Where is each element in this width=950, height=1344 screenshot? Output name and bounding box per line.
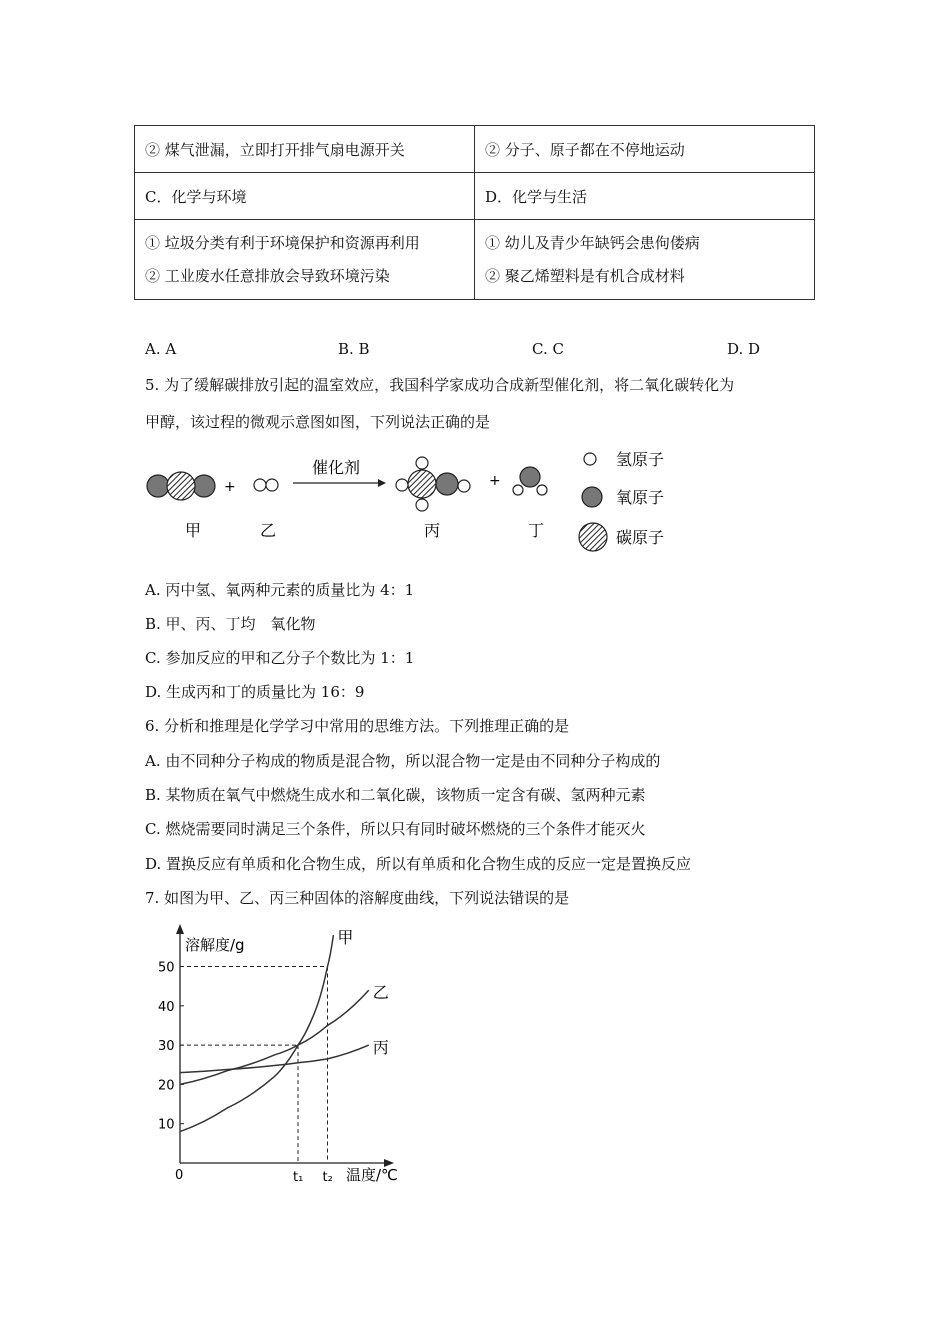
- solubility-chart: [150, 920, 420, 1190]
- q6-option-a: A. 由不同种分子构成的物质是混合物，所以混合物一定是由不同种分子构成的: [145, 752, 661, 770]
- plus-sign: +: [224, 479, 236, 495]
- question-7-stem: 7. 如图为甲、乙、丙三种固体的溶解度曲线，下列说法错误的是: [145, 889, 570, 907]
- option-c: C. C: [532, 340, 564, 358]
- label-yi: 乙: [260, 521, 277, 540]
- x-tick-label: t₁: [293, 1170, 304, 1185]
- option-d: D. D: [727, 340, 761, 358]
- label-bing: 丙: [424, 521, 441, 540]
- origin-label: 0: [175, 1168, 184, 1183]
- legend-oxygen: 氧原子: [616, 488, 665, 507]
- molecule-bing: [396, 457, 470, 511]
- table-cell: C．化学与环境: [135, 173, 475, 220]
- y-axis-arrow: [176, 924, 184, 934]
- question-4-table: [134, 125, 815, 300]
- table-cell: D．化学与生活: [475, 173, 815, 220]
- option-a: A. A: [145, 340, 177, 358]
- label-jia: 甲: [185, 521, 202, 540]
- q6-option-c: C. 燃烧需要同时满足三个条件，所以只有同时破坏燃烧的三个条件才能灭火: [145, 820, 646, 838]
- x-tick-label: t₂: [322, 1170, 333, 1185]
- y-tick-label: 40: [158, 999, 175, 1015]
- series-label: 甲: [337, 928, 354, 948]
- y-axis-label: 溶解度/g: [185, 936, 245, 954]
- legend: [579, 450, 664, 551]
- q6-option-d: D. 置换反应有单质和化合物生成，所以有单质和化合物生成的反应一定是置换反应: [145, 855, 692, 873]
- reaction-diagram: [140, 445, 700, 555]
- question-6-stem: 6. 分析和推理是化学学习中常用的思维方法。下列推理正确的是: [145, 717, 570, 735]
- molecule-yi: [254, 479, 278, 491]
- table-cell: ① 垃圾分类有利于环境保护和资源再利用 ② 工业废水任意排放会导致环境污染: [135, 220, 475, 300]
- series-label: 丙: [372, 1038, 389, 1058]
- legend-carbon: 碳原子: [616, 528, 665, 547]
- question-5-stem-2: 甲醇，该过程的微观示意图如图，下列说法正确的是: [145, 413, 491, 431]
- series-label: 乙: [372, 983, 389, 1003]
- series-line-丙: [180, 1045, 369, 1073]
- q5-option-c: C. 参加反应的甲和乙分子个数比为 1：1: [145, 649, 415, 667]
- table-cell: ② 煤气泄漏，立即打开排气扇电源开关: [135, 126, 475, 173]
- question-5-stem: 5. 为了缓解碳排放引起的温室效应，我国科学家成功合成新型催化剂，将二氧化碳转化为: [145, 376, 735, 394]
- y-tick-label: 30: [158, 1039, 175, 1055]
- q5-option-a: A. 丙中氢、氧两种元素的质量比为 4：1: [145, 581, 415, 599]
- option-b: B. B: [338, 340, 370, 358]
- q5-option-b: B. 甲、丙、丁均 氧化物: [145, 615, 316, 633]
- molecule-jia: [147, 472, 215, 500]
- y-tick-label: 20: [158, 1078, 175, 1094]
- y-tick-label: 50: [158, 960, 175, 976]
- svg-text:+: +: [489, 473, 501, 489]
- x-axis-label: 温度/℃: [346, 1166, 398, 1184]
- q6-option-b: B. 某物质在氧气中燃烧生成水和二氧化碳，该物质一定含有碳、氢两种元素: [145, 786, 646, 804]
- table-cell: ② 分子、原子都在不停地运动: [475, 126, 815, 173]
- q5-option-d: D. 生成丙和丁的质量比为 16：9: [145, 683, 365, 701]
- series-line-甲: [180, 935, 333, 1132]
- y-tick-label: 10: [158, 1117, 175, 1133]
- legend-hydrogen: 氢原子: [616, 450, 665, 469]
- molecule-ding: [513, 467, 547, 495]
- catalyst-label: 催化剂: [312, 458, 361, 477]
- table-cell: ① 幼儿及青少年缺钙会患佝偻病 ② 聚乙烯塑料是有机合成材料: [475, 220, 815, 300]
- label-ding: 丁: [528, 521, 545, 540]
